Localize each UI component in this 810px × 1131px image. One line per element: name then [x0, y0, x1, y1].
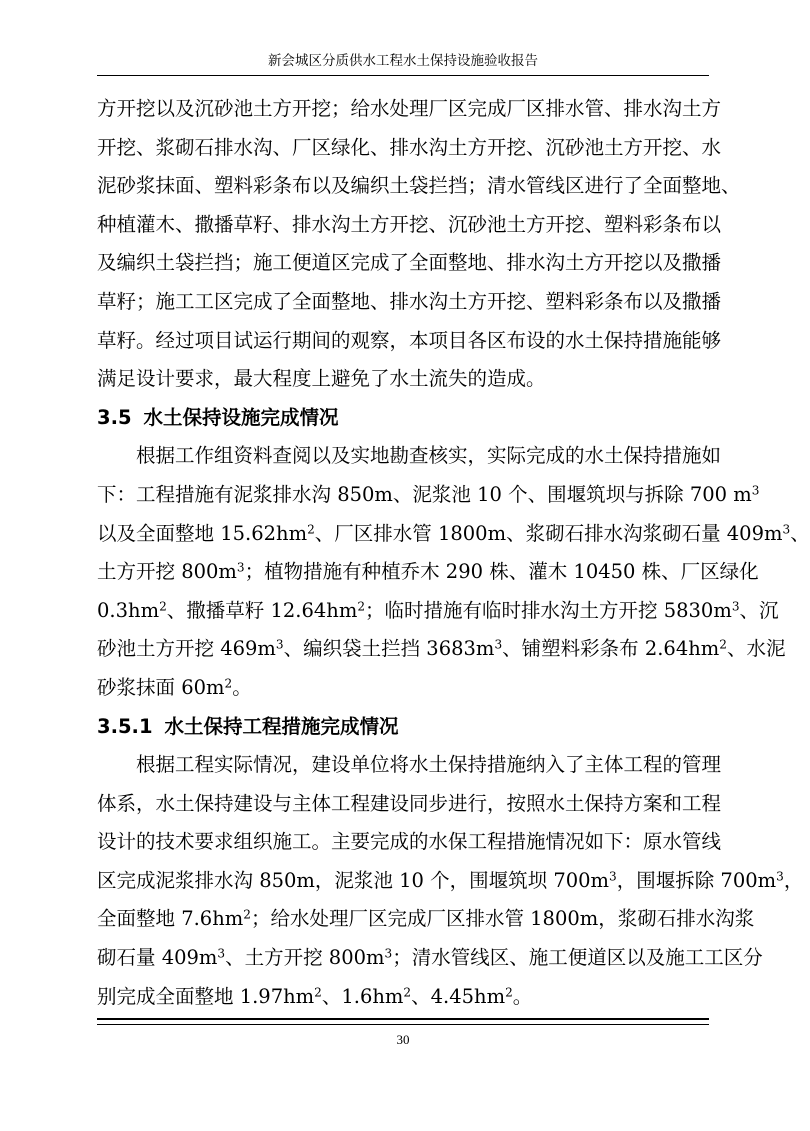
text-line: 满足设计要求，最大程度上避免了水土流失的造成。: [97, 367, 546, 391]
text-line: 草籽。经过项目试运行期间的观察，本项目各区布设的水土保持措施能够: [97, 328, 722, 352]
text-line: 草籽；施工工区完成了全面整地、排水沟土方开挖、塑料彩条布以及撒播: [97, 289, 722, 313]
text-line: 砌石量 $409m^3$、土方开挖 $800m^3$；清水管线区、施工便道区以及施工工区分: [97, 946, 763, 970]
text-line: 根据工程实际情况，建设单位将水土保持措施纳入了主体工程的管理: [136, 753, 722, 777]
section-title: 水土保持工程措施完成情况: [164, 714, 399, 738]
page-content: [97, 90, 810, 1016]
text-line: 土方开挖 $800m^3$；植物措施有种植乔木 290 株、灌木 10450 株、厂区绿化: [97, 560, 759, 584]
text-line: 砂浆抹面 $60m^2$。: [97, 675, 252, 699]
section-title: 水土保持设施完成情况: [143, 405, 339, 429]
page-number: 30: [396, 1032, 410, 1047]
text-line: 区完成泥浆排水沟 850m，泥浆池 10 个，围堰筑坝 $700m^3$，围堰拆除 $700m^3$，: [97, 868, 804, 892]
text-line: 方开挖以及沉砂池土方开挖；给水处理厂区完成厂区排水管、排水沟土方: [97, 97, 722, 120]
paragraph-completion-summary: [97, 437, 810, 707]
text-line: $0.3hm^2$、撒播草籽 $12.64hm^2$；临时措施有临时排水沟土方开挖 $5830m^3$、沉: [97, 598, 779, 622]
text-line: 根据工作组资料查阅以及实地勘查核实，实际完成的水土保持措施如: [136, 444, 722, 468]
header-rule: [97, 75, 709, 76]
running-header: 新会城区分质供水工程水土保持设施验收报告: [268, 53, 538, 69]
section-number: 3.5: [97, 405, 132, 429]
text-line: 砂池土方开挖 $469m^3$、编织袋土拦挡 $3683m^3$、铺塑料彩条布 $2.64hm^2$、水泥: [97, 637, 786, 661]
section-heading-3-5: [97, 399, 709, 438]
text-line: 以及全面整地 $15.62hm^2$、厂区排水管 1800m、浆砌石排水沟浆砌石量 $409m^3$、: [97, 521, 810, 545]
text-line: 泥砂浆抹面、塑料彩条布以及编织土袋拦挡；清水管线区进行了全面整地、: [97, 174, 741, 198]
text-line: 开挖、浆砌石排水沟、厂区绿化、排水沟土方开挖、沉砂池土方开挖、水: [97, 135, 722, 159]
text-line: 设计的技术要求组织施工。主要完成的水保工程措施情况如下：原水管线: [97, 830, 722, 854]
text-line: 下：工程措施有泥浆排水沟 850m、泥浆池 10 个、围堰筑坝与拆除 700 $m^3$: [97, 482, 760, 506]
paragraph-continuation: [97, 90, 741, 399]
footer-rule-thick: [97, 1018, 709, 1020]
section-heading-3-5-1: [97, 708, 709, 747]
footer-rule-thin: [97, 1024, 709, 1025]
text-line: 全面整地 $7.6hm^2$；给水处理厂区完成厂区排水管 1800m，浆砌石排水沟浆: [97, 907, 755, 931]
paragraph-engineering-measures: [97, 746, 804, 1016]
section-number: 3.5.1: [97, 714, 153, 738]
text-line: 及编织土袋拦挡；施工便道区完成了全面整地、排水沟土方开挖以及撒播: [97, 251, 722, 275]
text-line: 别完成全面整地 $1.97hm^2$、$1.6hm^2$、$4.45hm^2$。: [97, 984, 533, 1008]
text-line: 种植灌木、撒播草籽、排水沟土方开挖、沉砂池土方开挖、塑料彩条布以: [97, 212, 722, 236]
text-line: 体系，水土保持建设与主体工程建设同步进行，按照水土保持方案和工程: [97, 791, 722, 815]
